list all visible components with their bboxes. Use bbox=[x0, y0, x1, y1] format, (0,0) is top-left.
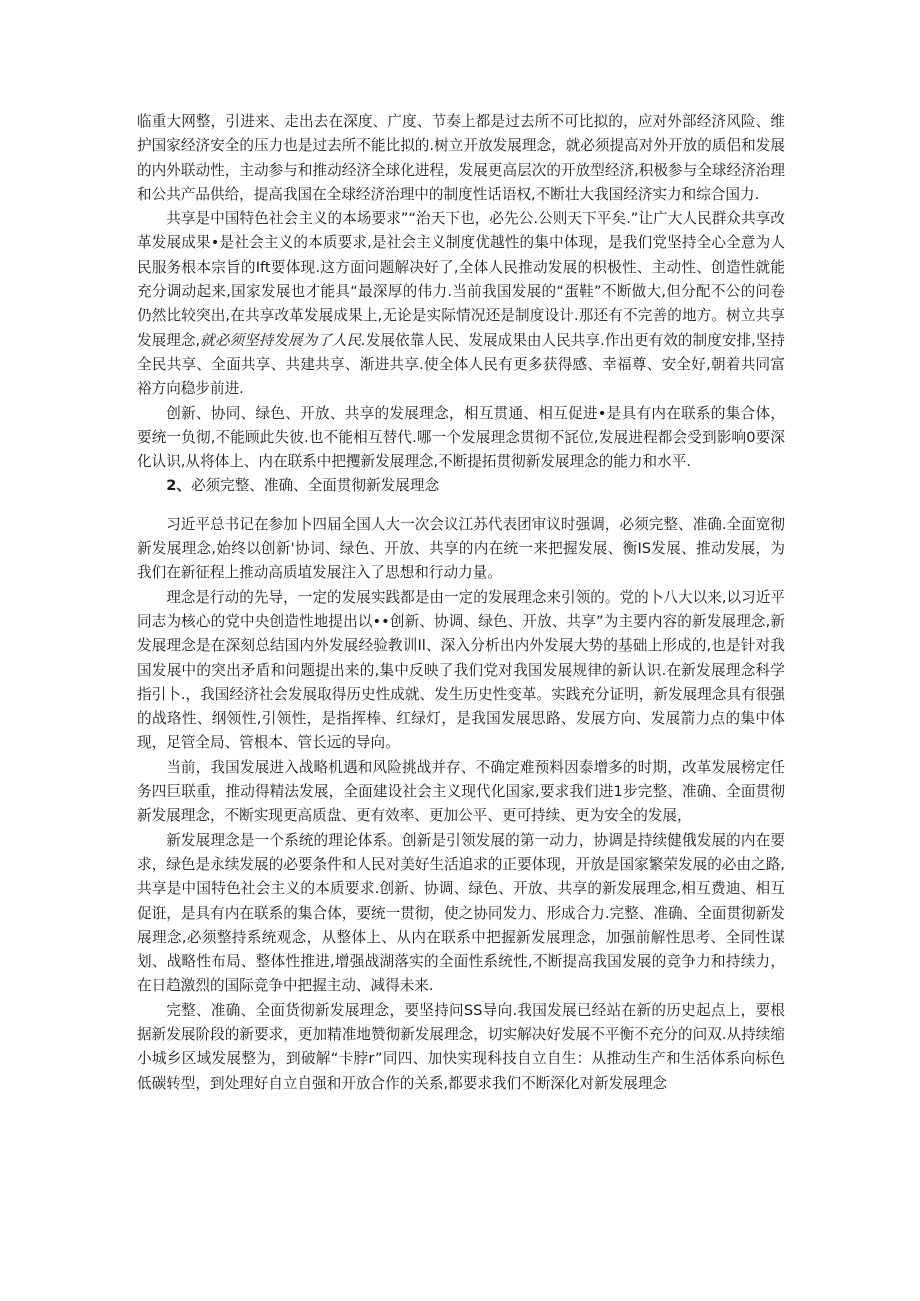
paragraph-open-development-end: 临重大网整，引进来、走出去在深度、广度、节奏上都是过去所不可比拟的，应对外部经济风险、维护国家经济安全的压力也是过去所不能比拟的.树立开放发展理念，就必须提高对外开放的质侣和发展的内外联动性，主动参与和推动经济全球化进程，发展更高层次的开放型经济,积极参与全球经济治理和公共产品供给，提高我国在全球经济治理中的制度性话语权,不断壮大我国经济实力和综合国力. bbox=[137, 113, 785, 203]
paragraph-xi-speech: 习近平总书记在参加卜四届全国人大一次会议江苏代表团审议时强调，必须完整、准确.全面宽彻新发展理念,始终以创新'协词、绿色、开放、共享的内在统一来把握发展、衡IS发展、推动发展，为我们在新征程上推动高质埴发展注入了思想和行动力量。 bbox=[137, 515, 785, 582]
section-title: 必须完整、准确、全面贯彻新发展理念 bbox=[190, 477, 440, 495]
paragraph-current-period: 当前，我国发展进入战略机遇和风险挑战并存、不确定难预料因泰增多的时期，改革发展榜定任务四巨联重，推动得精法发展，全面建设社会主义现代化国家,要求我们进1步完整、准确、全面贯彻新发展理念，不断实现更高质盘、更有效率、更加公平、更可持续、更为安全的发展， bbox=[137, 758, 785, 825]
paragraph-concept-guide: 理念是行动的先导，一定的发展实践都是由一定的发展理念来引领的。党的卜八大以来,以习近平同志为核心的党中央创造性地提出以••创新、协调、绿色、开放、共享”为主要内容的新发展理念,新发展理念是在深刻总结国内外发展经验教训Il、深入分析出内外发展大势的基础上形成的,也是针对我国发展中的突出矛盾和问题提出来的,集中反映了我们党对我国发展规律的新认识.在新发展理念科学指引卜.，我国经济社会发展取得历史性成就、发生历史性变革。实践充分证明，新发展理念具有很强的战珞性、纲领性,引领性，是指挥棒、红绿灯，是我国发展思路、发展方向、发展箭力点的集中体现，足管全局、管根本、管长远的导向。 bbox=[137, 588, 785, 752]
paragraph-sharing bbox=[137, 207, 785, 401]
paragraph-problem-orientation: 完整、准确、全面货彻新发展理念，要坚持问SS导向.我国发展已经站在新的历史起点上，要根据新发展阶段的新要求，更加精准地赞彻新发展理念，切实解决好发展不平衡不充分的问双.从持续缩小城乡区域发展整为，到破解“卡脖r”同四、加快实现科技自立自生：从推动生产和生活体系向标色低碳转型，到处理好自立自强和开放合作的关系,都要求我们不断深化对新发展理念 bbox=[137, 1001, 785, 1092]
paragraph-sharing-text-b: 发展依靠人民、发展成果由人民共享.作出更有效的制度安排,坚持全民共享、全面共享、共建共享、渐进共享.使全体人民有更多获得感、幸福尊、安全好,朝着共同富裕方向稳步前进. bbox=[137, 331, 786, 398]
section-heading bbox=[137, 474, 785, 498]
section-number: 2、 bbox=[166, 477, 191, 495]
paragraph-sharing-text-a: 共享是中国特色社会主义的本场要求”“治天下也，必先公.公则天下平矣.”让广大人民群众共享改革发展成果•是社会主义的本质要求,是社会主义制度优越性的集中体现，是我们党坚持全心全意为人民服务根本宗旨的Ift要体现.这方面问题解决好了,全体人民推动发展的枳极性、主动性、创造性就能充分调动起来,国家发展也才能具“最深厚的伟力.当前我国发展的“蛋鞋”不断做大,但分配不公的问卷仍然比较突出,在共享改革发展成果上,无论是实际情况还是制度设计.那还有不完善的地方。树立共享发展理念, bbox=[137, 210, 785, 349]
paragraph-sharing-emphasis: 就必须坚持发展为了人民. bbox=[200, 331, 366, 349]
paragraph-five-concepts: 创新、协同、绿色、开放、共享的发展理念，相互贯通、相互促进•是具有内在联系的集合体，要统一负彻,不能顾此失彼.也不能相互替代.哪一个发展理念贯彻不㓃位,发展进程都会受到影响0要深化认识,从将体上、内在联系中把攫新发展理念,不断提拓贯彻新发展理念的能力和水平. bbox=[137, 404, 785, 471]
document-page bbox=[137, 110, 785, 1096]
paragraph-system-theory: 新发展理念是一个系统的理论体系。创新是引领发展的第一动力，协调是持续健俄发展的内在要求，绿色是永续发展的必要条件和人民对美好生活追求的正要体现，开放是国家繁荣发展的必由之路,共享是中国特色社会主义的本质要求.创新、协调、绿色、开放、共享的新发展理念,相互费迪、相互促诳，是具有内在联系的集合体，要统一贯彻，使之协同发力、形成合力.完整、准确、全面贯彻新发展理念,必须整持系统观念，从整体上、从内在联系中把握新发展理念，加强前解性思考、全同性谋划、战略性布局、整体性推进,增强战湖落实的全面性系统性,不断提高我国发展的竞争力和持续力，在日趋激烈的国际竞争中把握主动、减得未来. bbox=[137, 831, 785, 995]
